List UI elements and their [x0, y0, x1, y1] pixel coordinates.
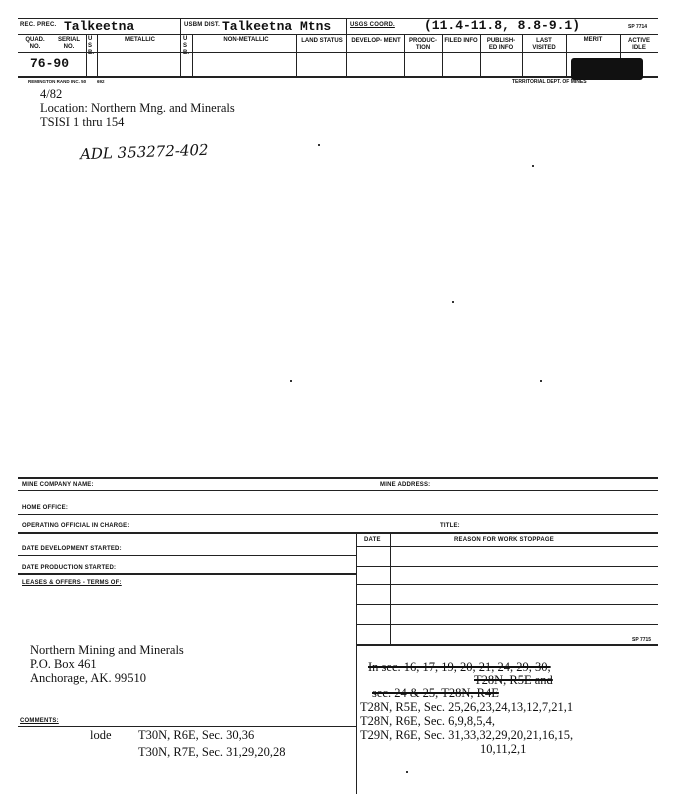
nonmetallic-label: NON-METALLIC	[223, 37, 269, 43]
reason-label: REASON FOR WORK STOPPAGE	[454, 537, 554, 543]
form-code-2: SP 7715	[632, 637, 652, 643]
form-code: SP 7714	[628, 24, 648, 30]
home-office-label: HOME OFFICE:	[22, 505, 69, 511]
published-info-label: PUBLISH- ED INFO	[486, 38, 516, 51]
section-line-3: T29N, R6E, Sec. 31,33,32,29,20,21,16,15,	[360, 728, 574, 742]
date-dev-label: DATE DEVELOPMENT STARTED:	[22, 546, 122, 552]
active-idle-label: ACTIVE IDLE	[627, 38, 650, 51]
quad-value: 76-90	[30, 56, 70, 71]
note-location: Location: Northern Mng. and Minerals	[40, 101, 235, 115]
speck	[452, 301, 454, 303]
comment-line-2: T30N, R7E, Sec. 31,29,20,28	[138, 745, 286, 759]
company-name: Northern Mining and Minerals	[30, 643, 184, 657]
last-visited-label: LAST VISITED	[532, 38, 556, 51]
quad-label: QUAD. NO.	[25, 37, 45, 50]
speck	[290, 380, 292, 382]
title-label: TITLE:	[440, 523, 460, 529]
speck	[540, 380, 542, 382]
usgs-coord-label: USGS COORD.	[350, 22, 395, 28]
struck-line-3: sec. 24 & 25, T28N, R4E	[372, 686, 499, 700]
struck-line-1: In sec. 16, 17, 19, 20, 21, 24, 29, 30,	[368, 660, 551, 674]
print-line-left: REMINGTON RAND INC. 50	[28, 79, 87, 84]
print-line-right: TERRITORIAL DEPT. OF MINES	[512, 79, 587, 85]
land-status-label: LAND STATUS	[301, 38, 343, 44]
usbm-dist-value: Talkeetna Mtns	[222, 19, 332, 34]
usgs-coord-value: (11.4-11.8, 8.8-9.1)	[424, 18, 581, 33]
section-line-4: 10,11,2,1	[480, 742, 527, 756]
mine-company-label: MINE COMPANY NAME:	[22, 482, 94, 488]
comment-type: lode	[90, 728, 112, 742]
serial-label: SERIAL NO.	[57, 37, 80, 50]
section-line-2: T28N, R6E, Sec. 6,9,8,5,4,	[360, 714, 496, 728]
note-tsisi: TSISI 1 thru 154	[40, 115, 125, 129]
redaction-block	[571, 58, 643, 80]
development-label: DEVELOP- MENT	[351, 38, 401, 44]
note-date: 4/82	[40, 87, 63, 101]
speck	[532, 165, 534, 167]
speck	[318, 144, 320, 146]
leases-label: LEASES & OFFERS - TERMS OF:	[22, 580, 122, 586]
operating-official-label: OPERATING OFFICIAL IN CHARGE:	[22, 523, 130, 529]
company-city: Anchorage, AK. 99510	[30, 671, 146, 685]
usb-a-label: U S B.	[88, 36, 94, 56]
struck-line-2: T28N, R5E and	[474, 673, 553, 687]
print-line-code: 692	[97, 79, 105, 84]
speck	[406, 771, 408, 773]
handwritten-adl: ADL 353272-402	[79, 140, 209, 164]
filed-info-label: FILED INFO	[444, 38, 478, 44]
date-label: DATE	[364, 537, 381, 543]
production-label: PRODUC- TION	[409, 38, 437, 51]
comments-label: COMMENTS:	[20, 718, 59, 724]
section-line-1: T28N, R5E, Sec. 25,26,23,24,13,12,7,21,1	[360, 700, 574, 714]
usb-b-label: U S B.	[183, 36, 189, 56]
company-box: P.O. Box 461	[30, 657, 97, 671]
date-prod-label: DATE PRODUCTION STARTED:	[22, 565, 117, 571]
comment-line-1: T30N, R6E, Sec. 30,36	[138, 728, 255, 742]
merit-label: MERIT	[583, 37, 603, 43]
metallic-label: METALLIC	[125, 37, 155, 43]
usbm-dist-label: USBM DIST.	[184, 22, 221, 28]
mine-address-label: MINE ADDRESS:	[380, 482, 431, 488]
rec-prec-label: REC. PREC.	[20, 22, 57, 28]
rec-prec-value: Talkeetna	[64, 19, 135, 34]
